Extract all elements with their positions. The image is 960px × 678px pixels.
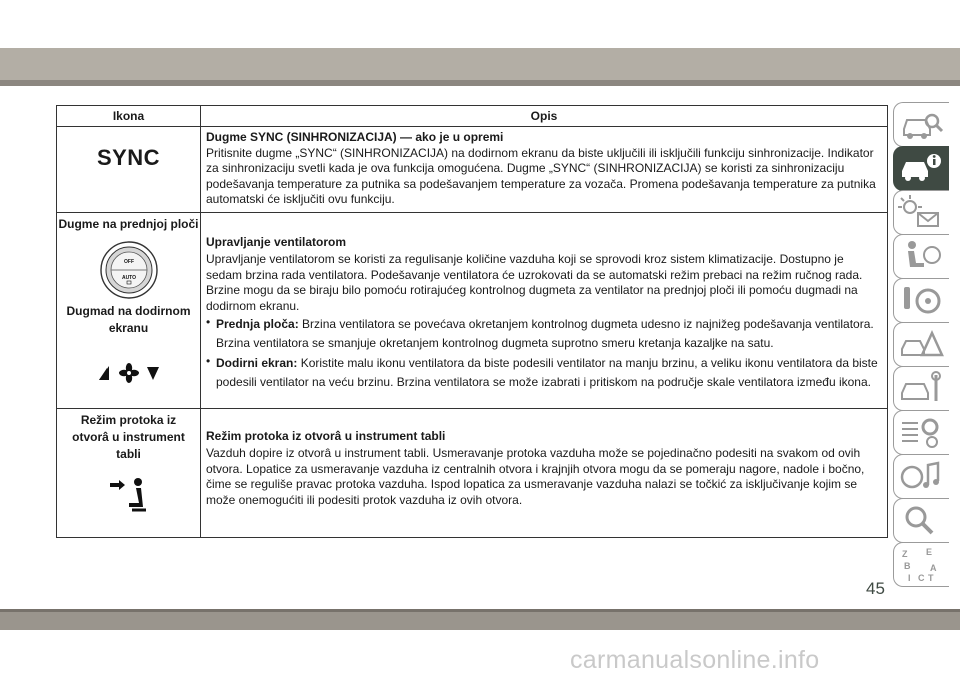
svg-text:C: C [918, 573, 925, 583]
side-tab-search[interactable] [893, 498, 949, 543]
airbag-seat-icon [894, 235, 949, 278]
side-tab-emergency[interactable] [893, 322, 949, 367]
knob-off-label: OFF [123, 258, 134, 265]
bullet-text: Brzina ventilatora se povećava okretanjem kontrolnog dugmeta udesno iz najnižeg podešavanja ventilatora. Brzina ventilatora se smanjuje okretanjem kontrolnog dugmeta suprotno smeru kretanja kazaljke na satu. [216, 317, 874, 350]
fan-label-front: Dugme na prednjoj ploči [58, 216, 199, 231]
fan-desc-cell [201, 212, 888, 408]
panel-mode-icon [108, 477, 150, 513]
sync-icon-cell [57, 127, 201, 213]
page-number: 45 [866, 579, 885, 598]
table-header-row [57, 106, 888, 127]
bullet-text: Koristite malu ikonu ventilatora da biste podesili ventilator na manju brzinu, a veliku ikonu ventilatora da biste podesili ventilator na veću brzinu. Brzina ventilatora se može izabrati i pritiskom na područje skale ventilatora između ikona. [216, 356, 878, 389]
side-tab-starting[interactable] [893, 278, 949, 323]
media-music-icon [894, 455, 949, 498]
search-index-icon [894, 499, 949, 542]
svg-text:A: A [930, 563, 937, 573]
side-tab-car-info[interactable] [893, 146, 949, 191]
sync-label: SYNC [96, 145, 161, 170]
sync-desc-cell [201, 127, 888, 213]
watermark: carmanualsonline.info [570, 646, 820, 674]
row-body: Upravljanje ventilatorom se koristi za regulisanje količine vazduha koji se sprovodi kroz sistem klimatizacije. Dostupno je sedam brzina rada ventilatora. Podešavanje ventilatora će uzrokovati da se automatski režim prebaci na režim ručnog rada. Brzine mogu da se biraju bilo pomoću rotirajućeg kontrolnog dugmeta za ventilator na prednjoj ploči ili pomoću dugmadi na dodirnom ekranu. [206, 252, 863, 313]
side-tab-car-search[interactable] [893, 102, 949, 147]
warning-light-message-icon [894, 191, 949, 234]
row-title: Dugme SYNC (SINHRONIZACIJA) — ako je u opremi [206, 130, 504, 144]
roadside-emergency-icon [894, 323, 949, 366]
bullet-bold: Prednja ploča: [216, 317, 299, 331]
fan-knob-icon [99, 241, 159, 299]
fan-label-touch: Dugmad na dodirnom ekranu [66, 303, 191, 335]
table-row [57, 127, 888, 213]
panel-mode-desc-cell [201, 408, 888, 537]
top-band-line [0, 80, 960, 86]
bullet-item: • Prednja ploča: Brzina ventilatora se povećava okretanjem kontrolnog dugmeta udesno iz najnižeg podešavanja ventilatora. Brzina ventilatora se smanjuje okretanjem kontrolnog dugmeta suprotno smeru kretanja kazaljke na satu. [206, 315, 874, 350]
svg-text:T: T [928, 573, 934, 583]
row-body: Vazduh dopire iz otvorâ u instrument tabli. Usmeravanje protoka vazduha može se pojedinačno podesiti na svakom od ovih otvora. Lopatice za usmeravanje vazduha iz centralnih otvora i krajnjih otvora mogu da se pomeraju nagore, nadole i bočno, čime se reguliše pravac protoka vazduha. Ispod lopatica za usmeravanje vazduha nalazi se točkić za isključivanje kojim se može onemogućiti ili podesiti protok vazduha iz ovih otvora. [206, 446, 865, 507]
svg-text:B: B [904, 561, 911, 571]
car-wrench-icon [894, 367, 949, 410]
car-magnifier-icon [894, 103, 949, 146]
side-tab-multimedia[interactable] [893, 454, 949, 499]
panel-mode-icon-cell [57, 408, 201, 537]
fan-icon-cell [57, 212, 201, 408]
specs-gear-icon [894, 411, 949, 454]
knob-auto-label: AUTO [121, 274, 136, 281]
svg-text:I: I [908, 573, 911, 583]
side-tab-servicing[interactable] [893, 366, 949, 411]
header-desc: Opis [201, 106, 888, 127]
bottom-band [0, 612, 960, 630]
top-band [0, 48, 960, 80]
table-row [57, 408, 888, 537]
side-tab-warning-lights[interactable] [893, 190, 949, 235]
side-tab-safety[interactable] [893, 234, 949, 279]
alphabet-index-icon [894, 543, 949, 586]
panel-mode-label: Režim protoka iz otvorâ u instrument tabli [72, 412, 185, 461]
svg-text:E: E [926, 547, 933, 557]
row-title: Režim protoka iz otvorâ u instrument tabli [206, 428, 446, 443]
side-tab-index[interactable] [893, 542, 949, 587]
svg-text:Z: Z [902, 549, 908, 559]
row-body: Pritisnite dugme „SYNC“ (SINHRONIZACIJA) na dodirnom ekranu da biste uključili ili isključili funkciju sinhronizacije. Indikator za sinhronizaciju svetli kada je ova funkcija omogućena. Dugme „SYNC“ (SINHRONIZACIJA) se koristi za sinhronizaciju podešavanja temperature za putnika sa podešavanjem temperature za vozača. Promena podešavanja temperature za putnika automatski će isključiti ovu funkciju. [206, 145, 876, 206]
steering-wheel-key-icon [894, 279, 949, 322]
side-tab-specifications[interactable] [893, 410, 949, 455]
climate-controls-table [56, 105, 888, 538]
bullet-item: • Dodirni ekran: Koristite malu ikonu ventilatora da biste podesili ventilator na manju brzinu, a veliku ikonu ventilatora da biste podesili ventilator na veću brzinu. Brzina ventilatora se može izabrati i pritiskom na područje skale ventilatora između ikona. [206, 354, 878, 389]
fan-touch-icons [97, 363, 161, 383]
row-title: Upravljanje ventilatorom [206, 234, 347, 249]
header-icon: Ikona [57, 106, 201, 127]
bullet-bold: Dodirni ekran: [216, 356, 298, 370]
car-info-icon [894, 147, 949, 190]
table-row [57, 212, 888, 408]
